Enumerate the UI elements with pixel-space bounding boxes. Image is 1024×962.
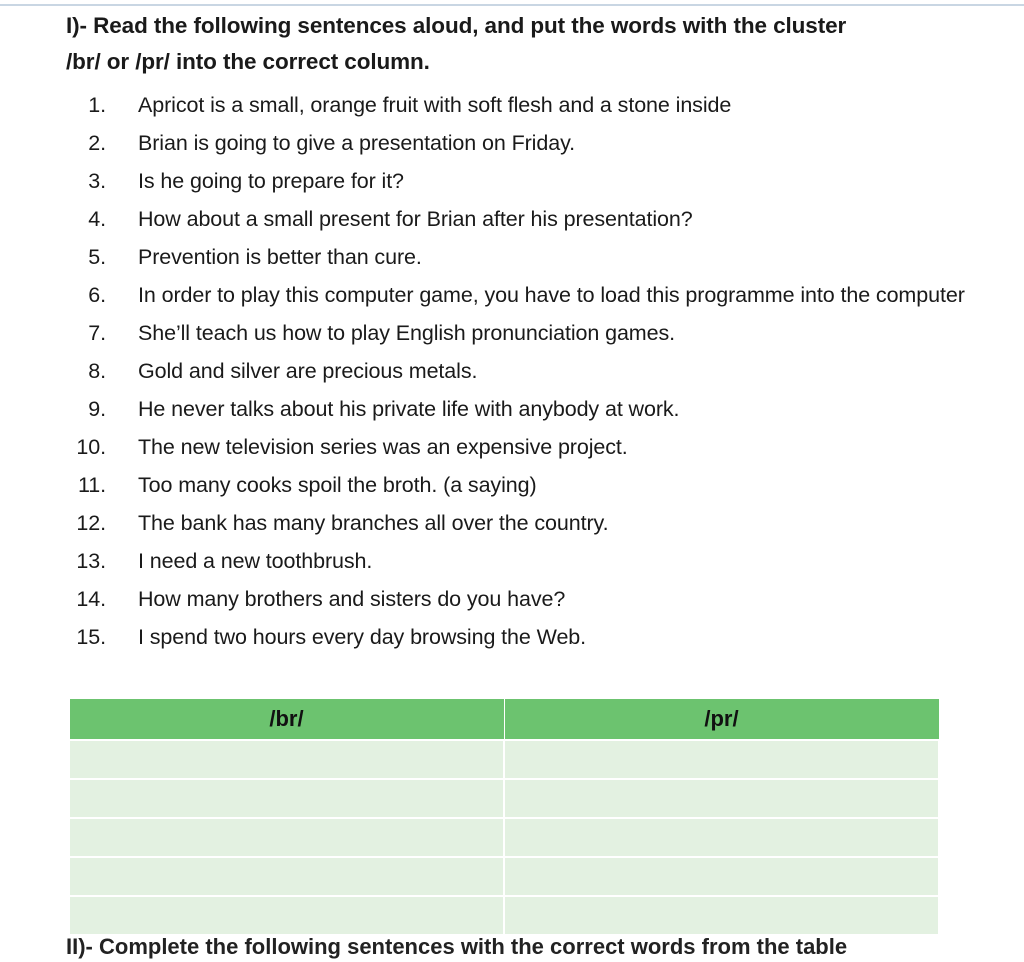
sentence-text: Apricot is a small, orange fruit with soft flesh and a stone inside xyxy=(138,93,732,117)
sentence-text: How about a small present for Brian after his presentation? xyxy=(138,207,693,231)
sentence-text: She’ll teach us how to play English pronunciation games. xyxy=(138,321,676,345)
br-answer-cell[interactable] xyxy=(69,818,504,857)
table-header-row xyxy=(69,699,939,741)
exercise-instruction xyxy=(66,8,966,80)
instruction-line-2: /br/ or /pr/ into the correct column. xyxy=(66,49,430,74)
sentence-number: 15. xyxy=(76,625,106,649)
cluster-answer-table xyxy=(68,698,940,936)
table-row xyxy=(69,740,939,779)
column-header-pr: /pr/ xyxy=(504,699,939,741)
sentence-item xyxy=(66,238,966,276)
sentence-text: Prevention is better than cure. xyxy=(138,245,422,269)
sentence-item xyxy=(66,276,966,314)
br-answer-cell[interactable] xyxy=(69,740,504,779)
sentence-number: 3. xyxy=(88,169,106,193)
table-row xyxy=(69,779,939,818)
sentence-number: 8. xyxy=(88,359,106,383)
sentence-text: How many brothers and sisters do you have? xyxy=(138,587,566,611)
sentence-item xyxy=(66,618,966,656)
top-divider xyxy=(0,4,1024,6)
sentence-number: 5. xyxy=(88,245,106,269)
br-answer-cell[interactable] xyxy=(69,779,504,818)
pr-answer-cell[interactable] xyxy=(504,857,939,896)
sentence-item xyxy=(66,580,966,618)
column-header-br: /br/ xyxy=(69,699,504,741)
instruction-line-1: I)- Read the following sentences aloud, and put the words with the cluster xyxy=(66,13,847,38)
next-section-text: II)- Complete the following sentences with the correct words from the table xyxy=(66,934,848,959)
sentence-item xyxy=(66,390,966,428)
next-section-heading-cut xyxy=(66,934,946,959)
sentence-text: I need a new toothbrush. xyxy=(138,549,373,573)
sentence-item xyxy=(66,314,966,352)
pr-answer-cell[interactable] xyxy=(504,896,939,935)
br-answer-cell[interactable] xyxy=(69,857,504,896)
sentence-number: 7. xyxy=(88,321,106,345)
sentence-number: 4. xyxy=(88,207,106,231)
sentence-number: 14. xyxy=(76,587,106,611)
sentence-text: Gold and silver are precious metals. xyxy=(138,359,478,383)
pr-answer-cell[interactable] xyxy=(504,740,939,779)
sentence-item xyxy=(66,466,966,504)
sentence-text: I spend two hours every day browsing the Web. xyxy=(138,625,587,649)
sentence-item xyxy=(66,542,966,580)
sentence-text: In order to play this computer game, you have to load this programme into the computer xyxy=(138,283,965,307)
sentence-text: Is he going to prepare for it? xyxy=(138,169,404,193)
pr-answer-cell[interactable] xyxy=(504,779,939,818)
sentence-text: Too many cooks spoil the broth. (a saying) xyxy=(138,473,537,497)
pr-answer-cell[interactable] xyxy=(504,818,939,857)
sentence-item xyxy=(66,428,966,466)
sentence-number: 9. xyxy=(88,397,106,421)
sentence-text: He never talks about his private life with anybody at work. xyxy=(138,397,680,421)
sentence-item xyxy=(66,504,966,542)
sentence-text: Brian is going to give a presentation on Friday. xyxy=(138,131,576,155)
sentence-number: 12. xyxy=(76,511,106,535)
table-row xyxy=(69,896,939,935)
table-row xyxy=(69,857,939,896)
sentence-number: 1. xyxy=(88,93,106,117)
sentence-number: 10. xyxy=(76,435,106,459)
sentence-number: 6. xyxy=(88,283,106,307)
sentence-text: The new television series was an expensive project. xyxy=(138,435,628,459)
sentence-number: 2. xyxy=(88,131,106,155)
sentence-item xyxy=(66,200,966,238)
sentence-item xyxy=(66,124,966,162)
sentence-number: 11. xyxy=(78,473,106,497)
sentence-item xyxy=(66,86,966,124)
br-answer-cell[interactable] xyxy=(69,896,504,935)
sentence-item xyxy=(66,352,966,390)
table-row xyxy=(69,818,939,857)
sentence-text: The bank has many branches all over the country. xyxy=(138,511,609,535)
sentence-list xyxy=(66,86,966,656)
sentence-number: 13. xyxy=(76,549,106,573)
sentence-item xyxy=(66,162,966,200)
